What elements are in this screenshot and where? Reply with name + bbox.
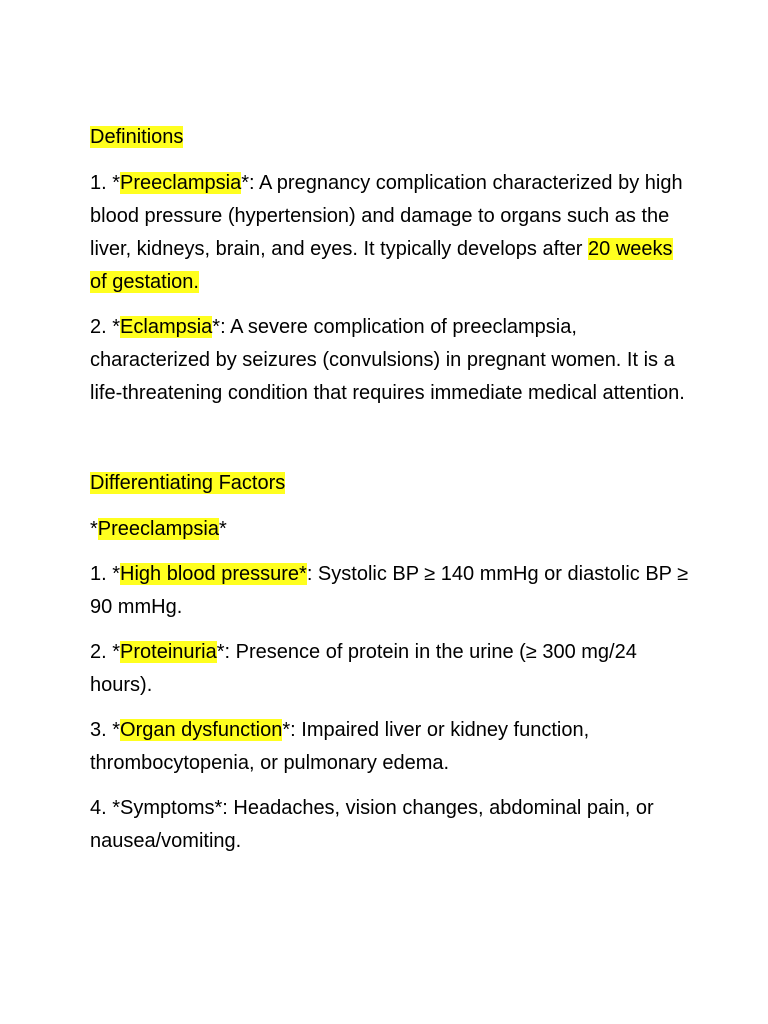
subheading-suffix: * [218,518,227,540]
document-page [90,121,690,870]
factor-organ-dysfunction [90,714,690,780]
definitions-heading [90,121,690,154]
factor-prefix: 2. * [90,641,121,663]
factor-prefix: 1. * [90,563,121,585]
gestation-highlight: 20 weeks of gestation. [90,238,673,293]
factor-text: : Systolic BP ≥ 140 mmHg or diastolic BP ≥ 90 mmHg. [90,563,689,618]
definition-text: *: A pregnancy complication characterized by high blood pressure (hypertension) and damage to organs such as the liver, kidneys, brain, and eyes. It typically develops after [90,172,683,260]
definition-preeclampsia [90,167,690,299]
term-eclampsia: Eclampsia [120,316,213,338]
differentiating-heading [90,467,690,500]
factor-high-blood-pressure [90,558,690,624]
factor-symptoms [90,792,690,858]
factor-prefix: 3. * [90,719,121,741]
factor-text: 4. *Symptoms*: Headaches, vision changes, abdominal pain, or nausea/vomiting. [90,797,654,852]
definition-prefix: 1. * [90,172,121,194]
subheading-term: Preeclampsia [97,518,219,540]
subheading-prefix: * [90,518,98,540]
factor-proteinuria [90,636,690,702]
factor-text: *: Impaired liver or kidney function, thrombocytopenia, or pulmonary edema. [90,719,590,774]
factor-term: High blood pressure* [120,563,307,585]
section-spacer [90,422,690,467]
definitions-heading-text: Definitions [90,126,184,148]
factor-term: Proteinuria [120,641,217,663]
preeclampsia-subheading [90,513,690,546]
differentiating-heading-text: Differentiating Factors [90,472,286,494]
term-preeclampsia: Preeclampsia [120,172,242,194]
factor-text: *: Presence of protein in the urine (≥ 300 mg/24 hours). [90,641,637,696]
definition-text: *: A severe complication of preeclampsia, characterized by seizures (convulsions) in pregnant women. It is a life-threatening condition that requires immediate medical attention. [90,316,685,404]
definition-eclampsia [90,311,690,410]
factor-term: Organ dysfunction [120,719,283,741]
definition-prefix: 2. * [90,316,121,338]
